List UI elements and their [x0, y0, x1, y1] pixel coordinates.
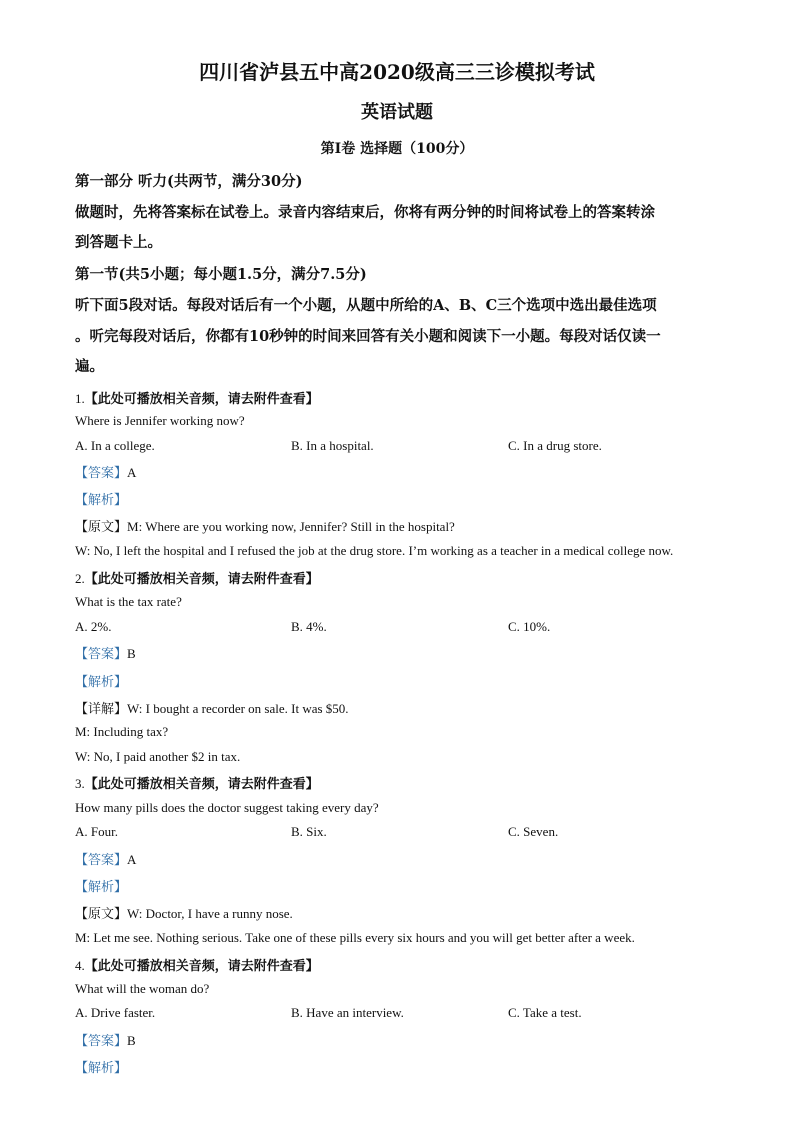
answer-value: A [127, 465, 137, 480]
answer-label: 【答案】 [75, 853, 128, 868]
q2-option-b: B. 4%. [291, 619, 327, 634]
answer-value: B [127, 646, 136, 661]
instruction-line-3: 遍。 [75, 358, 104, 375]
question-3-header [75, 773, 319, 792]
answer-value: A [127, 852, 137, 867]
question-4-header [75, 955, 319, 974]
question-1-text: Where is Jennifer working now? [75, 413, 245, 428]
original-label: 【原文】 [75, 520, 128, 535]
detail-label: 【详解】 [75, 702, 128, 717]
q2-script-line-1 [75, 698, 349, 717]
answer-label: 【答案】 [75, 466, 128, 481]
q2-script-line-3: W: No, I paid another $2 in tax. [75, 749, 241, 764]
q1-option-a: A. In a college. [75, 438, 155, 453]
question-number: 2. [75, 571, 85, 586]
q2-script-line-2: M: Including tax? [75, 724, 169, 739]
q1-answer [75, 462, 136, 481]
audio-placeholder[interactable]: 【此处可播放相关音频，请去附件查看】 [84, 572, 319, 587]
question-2-header [75, 568, 319, 587]
exam-subtitle: 英语试题 [361, 102, 433, 123]
q3-script-line-1 [75, 903, 293, 922]
audio-placeholder[interactable]: 【此处可播放相关音频，请去附件查看】 [84, 959, 319, 974]
q4-option-b: B. Have an interview. [291, 1005, 404, 1020]
question-3-text: How many pills does the doctor suggest taking every day? [75, 800, 379, 815]
original-label: 【原文】 [75, 907, 128, 922]
script-text: W: Doctor, I have a runny nose. [127, 906, 293, 921]
q4-option-a: A. Drive faster. [75, 1005, 156, 1020]
volume-heading: 第I卷 选择题（100分） [320, 141, 474, 157]
q1-script-line-2: W: No, I left the hospital and I refused the job at the drug store. I’m working as a teacher in a medical college now. [75, 543, 674, 558]
audio-placeholder[interactable]: 【此处可播放相关音频，请去附件查看】 [84, 392, 319, 407]
exam-title: 四川省泸县五中高2020级高三三诊模拟考试 [199, 60, 595, 84]
instruction-line-2: 。听完每段对话后，你都有10秒钟的时间来回答有关小题和阅读下一小题。每段对话仅读一 [75, 328, 661, 345]
answer-value: B [127, 1033, 136, 1048]
q3-option-a: A. Four. [75, 824, 118, 839]
part-one-heading: 第一部分 听力(共两节，满分30分) [75, 173, 303, 190]
answer-label: 【答案】 [75, 1034, 128, 1049]
question-4-text: What will the woman do? [75, 981, 210, 996]
q3-option-b: B. Six. [291, 824, 327, 839]
intro-line-1: 做题时，先将答案标在试卷上。录音内容结束后，你将有两分钟的时间将试卷上的答案转涂 [75, 204, 655, 221]
script-text: M: Where are you working now, Jennifer? Still in the hospital? [127, 519, 455, 534]
script-text: W: I bought a recorder on sale. It was $50. [127, 701, 349, 716]
q1-script-line-1 [75, 516, 455, 535]
q2-analysis-label: 【解析】 [75, 675, 128, 690]
q4-answer [75, 1030, 136, 1049]
question-1-header [75, 388, 319, 407]
q2-option-a: A. 2%. [75, 619, 112, 634]
question-number: 1. [75, 391, 85, 406]
q3-option-c: C. Seven. [508, 824, 559, 839]
q1-option-c: C. In a drug store. [508, 438, 602, 453]
question-2-text: What is the tax rate? [75, 594, 182, 609]
q3-script-line-2: M: Let me see. Nothing serious. Take one of these pills every six hours and you will get better after a week. [75, 930, 635, 945]
audio-placeholder[interactable]: 【此处可播放相关音频，请去附件查看】 [84, 777, 319, 792]
q1-option-b: B. In a hospital. [291, 438, 374, 453]
q3-analysis-label: 【解析】 [75, 880, 128, 895]
intro-line-2: 到答题卡上。 [75, 234, 162, 251]
q2-answer [75, 643, 136, 662]
instruction-line-1: 听下面5段对话。每段对话后有一个小题，从题中所给的A、B、C三个选项中选出最佳选项 [75, 297, 657, 314]
q4-option-c: C. Take a test. [508, 1005, 582, 1020]
question-number: 4. [75, 958, 85, 973]
q3-answer [75, 849, 136, 868]
q2-option-c: C. 10%. [508, 619, 551, 634]
q1-analysis-label: 【解析】 [75, 493, 128, 508]
question-number: 3. [75, 776, 85, 791]
answer-label: 【答案】 [75, 647, 128, 662]
section-one-heading: 第一节(共5小题；每小题1.5分，满分7.5分) [75, 266, 367, 283]
q4-analysis-label: 【解析】 [75, 1061, 128, 1076]
